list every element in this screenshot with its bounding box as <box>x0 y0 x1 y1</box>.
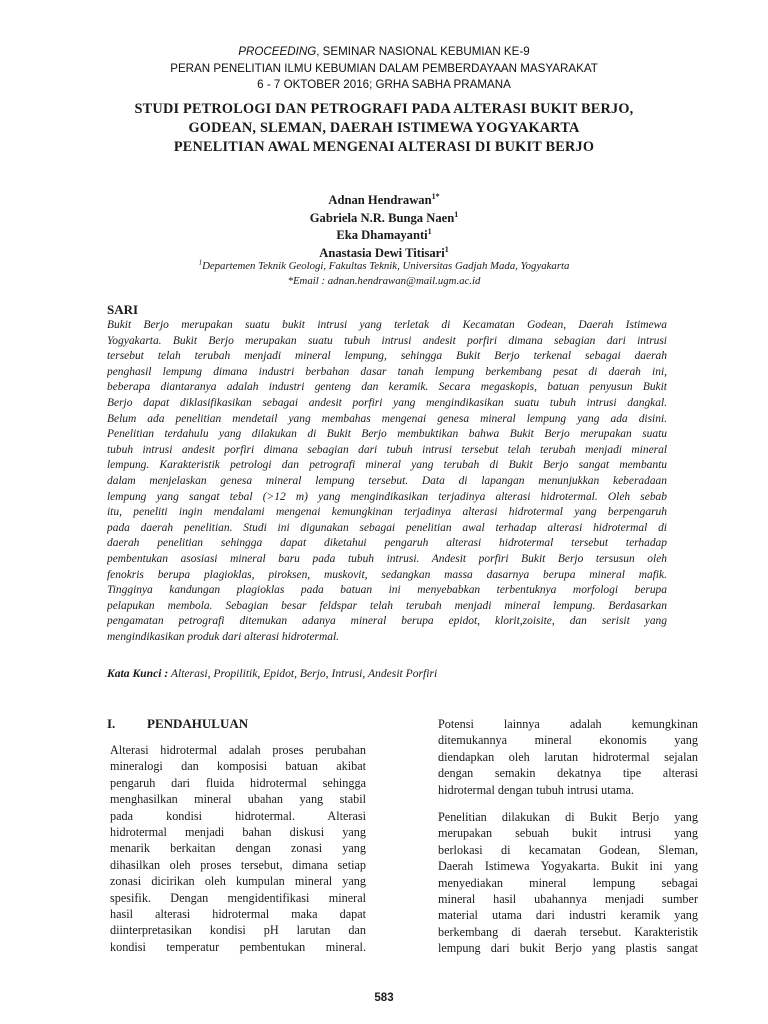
paragraph <box>438 809 698 957</box>
text-line: hasil alterasi hidrotermal maka dapat <box>110 907 366 922</box>
text-line: pembentukan asosiasi mineral baru pada tubuh intrusi. Andesit porfiri Bukit Berjo tersusun oleh <box>107 552 667 565</box>
paragraph-gap <box>438 798 698 809</box>
header-line-1 <box>100 44 668 61</box>
paper-title <box>90 100 678 157</box>
text-line: lempung. Karakteristik petrologi dan petrografi mineral yang terubah di Bukit Berjo sangat membantu <box>107 459 667 472</box>
text-line: Yogyakarta. Bukit Berjo merupakan suatu tubuh intrusi andesit porfiri dimana sebagian dari intrusi <box>107 334 667 347</box>
right-column-text <box>438 716 698 957</box>
text-line: Penelitian dilakukan di Bukit Berjo yang <box>438 810 698 825</box>
text-line: pelapukan membola. Sebagian besar feldspar telah terubah menjadi mineral lempung. Berdasarkan <box>107 599 667 612</box>
text-line: mineral hasil ubahannya menjadi sumber <box>438 892 698 907</box>
author <box>150 227 618 245</box>
text-line: Bukit Berjo merupakan suatu bukit intrusi yang terletak di Kecamatan Godean, Daerah Istimewa <box>107 319 667 331</box>
text-line: dalam menjelaskan genesa mineral lempung tersebut. Data di lapangan menunjukkan keberadaan <box>107 474 667 487</box>
text-line: pengaruh dari fluida hidrotermal sehingga <box>110 775 366 790</box>
header-date-venue: 6 - 7 OKTOBER 2016; GRHA SABHA PRAMANA <box>257 78 511 91</box>
text-line: hidrotermal dengan tubuh intrusi utama. <box>438 782 634 797</box>
keywords <box>107 667 437 680</box>
author-name: Anastasia Dewi Titisari <box>319 245 445 260</box>
text-line: Alterasi hidrotermal adalah proses perubahan <box>110 743 366 757</box>
text-line: zonasi dicirikan oleh kumpulan mineral yang <box>110 874 366 889</box>
title-line: PENELITIAN AWAL MENGENAI ALTERASI DI BUKIT BERJO <box>173 139 595 155</box>
text-line: diinterpretasikan kondisi pH larutan dan <box>110 923 366 938</box>
text-line: berkembang di daerah tersebut. Karakteristik <box>438 924 698 939</box>
text-line: diendapkan oleh larutan hidrotermal sejalan <box>438 749 698 764</box>
author-name: Gabriela N.R. Bunga Naen <box>309 210 455 225</box>
title-line: GODEAN, SLEMAN, DAERAH ISTIMEWA YOGYAKARTA <box>188 120 580 136</box>
author <box>150 192 618 210</box>
keywords-list: Alterasi, Propilitik, Epidot, Berjo, Intrusi, Andesit Porfiri <box>168 667 438 680</box>
header-theme: PERAN PENELITIAN ILMU KEBUMIAN DALAM PEMBERDAYAAN MASYARAKAT <box>170 61 598 75</box>
page-number: 583 <box>374 992 394 1004</box>
text-line: Penelitian terdahulu yang dilakukan di Bukit Berjo membuktikan bahwa Bukit Berjo merupakan suatu <box>107 428 667 441</box>
author-list <box>150 192 618 262</box>
left-column-text <box>110 742 366 955</box>
header-seminar: , SEMINAR NASIONAL KEBUMIAN KE-9 <box>316 45 530 58</box>
text-line: Belum ada penelitian mendetail yang membahas mengenai genesa mineral lempung yang ada disini. <box>107 412 667 425</box>
text-line: Daerah Istimewa Yogyakarta. Bukit ini yang <box>438 859 698 874</box>
abstract-body <box>107 318 667 645</box>
text-line: hidrotermal menjadi bahan diskusi yang <box>110 825 366 840</box>
text-line: Berjo dapat diklasifikasikan sebagai andesit porfiri yang mengindikasikan suatu tubuh intrusi dangkal. <box>107 396 667 409</box>
text-line: mineralogi dan komposisi batuan akibat <box>110 759 366 774</box>
text-line: beberapa diantaranya adalah industri genteng dan keramik. Secara megaskopis, batuan penyusun Bukit <box>107 381 667 394</box>
text-line: pada daerah penelitian. Studi ini digunakan sebagai penelitian awal terhadap alterasi hidrotermal di <box>107 521 667 534</box>
text-line: kondisi temperatur pembentukan mineral. <box>110 939 366 954</box>
text-line: Tingginya kandungan plagioklas pada batuan ini menyebabkan terbentuknya morfologi berupa <box>107 584 667 597</box>
text-line: merupakan sebuah bukit intrusi yang <box>438 826 698 841</box>
text-line: pada kondisi hidrotermal. Alterasi <box>110 808 366 823</box>
title-line: STUDI PETROLOGI DAN PETROGRAFI PADA ALTERASI BUKIT BERJO, <box>134 101 634 117</box>
author-affil-mark: 1* <box>431 191 440 201</box>
text-line: daerah penelitian sehingga dapat diketahui pengaruh alterasi hidrotermal tersebut terhadap <box>107 537 667 550</box>
author-affil-mark: 1 <box>444 244 449 254</box>
text-line: tubuh intrusi andesit porfiri dimana sebagian dari tubuh intrusi tersebut telah terubah menjadi mineral <box>107 443 667 456</box>
affiliation-line <box>100 259 668 274</box>
text-line: menarik berkaitan dengan zonasi yang <box>110 841 366 856</box>
text-line: spesifik. Dengan mengidentifikasi mineral <box>110 890 366 905</box>
section-number: I. <box>107 716 116 731</box>
text-line: lempung yang sangat tebal (>12 m) yang mengindikasikan terjadinya alterasi hidrotermal. Oleh sebab <box>107 490 667 503</box>
text-line: lempung dari bukit Berjo yang plastis sangat <box>438 941 698 956</box>
author-affil-mark: 1 <box>454 209 459 219</box>
header-proceeding: PROCEEDING <box>238 45 317 58</box>
author-affil-mark: 1 <box>427 226 432 236</box>
text-line: mengindikasikan produk dari alterasi hidrotermal. <box>107 630 340 643</box>
text-line: dihasilkan oleh proses tersebut, dimana setiap <box>110 857 366 872</box>
corresponding-email: *Email : adnan.hendrawan@mail.ugm.ac.id <box>287 274 481 287</box>
text-line: material utama dari industri keramik yang <box>438 908 698 923</box>
proceeding-header <box>100 44 668 94</box>
text-line: fenokris berupa plagioklas, piroksen, muskovit, sedangkan massa dasarnya berupa mineral mafik. <box>107 568 667 581</box>
author-name: Eka Dhamayanti <box>336 228 428 242</box>
author-name: Adnan Hendrawan <box>328 193 432 207</box>
text-line: berlokasi di kecamatan Godean, Sleman, <box>438 842 698 857</box>
section-title: PENDAHULUAN <box>147 716 249 731</box>
affiliation-mark: 1 <box>198 258 203 267</box>
keywords-label: Kata Kunci : <box>107 667 169 680</box>
text-line: tersebut telah terubah menjadi mineral lempung, sehingga Bukit Berjo terkenal sebagai daerah <box>107 350 667 363</box>
affiliation <box>100 259 668 288</box>
text-line: menghasilkan mineral ubahan yang stabil <box>110 792 366 807</box>
section-heading <box>107 716 248 732</box>
text-line: Potensi lainnya adalah kemungkinan <box>438 717 698 731</box>
text-line: menyediakan mineral lempung sebagai <box>438 875 698 890</box>
affiliation-text: Departemen Teknik Geologi, Fakultas Teknik, Universitas Gadjah Mada, Yogyakarta <box>202 260 570 272</box>
text-line: itu, peneliti ingin mendalami mengenai kemungkinan terjadinya alterasi hidrotermal yang berpengaruh <box>107 506 667 519</box>
text-line: penghasil lempung dimana industri berbahan dasar tanah lempung berkembang pesat di daerah ini, <box>107 365 667 378</box>
text-line: ditemukannya mineral ekonomis yang <box>438 733 698 748</box>
text-line: pengamatan petrografi ditemukan adanya mineral berupa epidot, klorit,zoisite, dan serisit yang <box>107 615 667 628</box>
paragraph <box>438 716 698 798</box>
text-line: dengan semakin dekatnya tipe alterasi <box>438 766 698 781</box>
author <box>150 210 618 228</box>
abstract-heading: SARI <box>107 302 139 317</box>
